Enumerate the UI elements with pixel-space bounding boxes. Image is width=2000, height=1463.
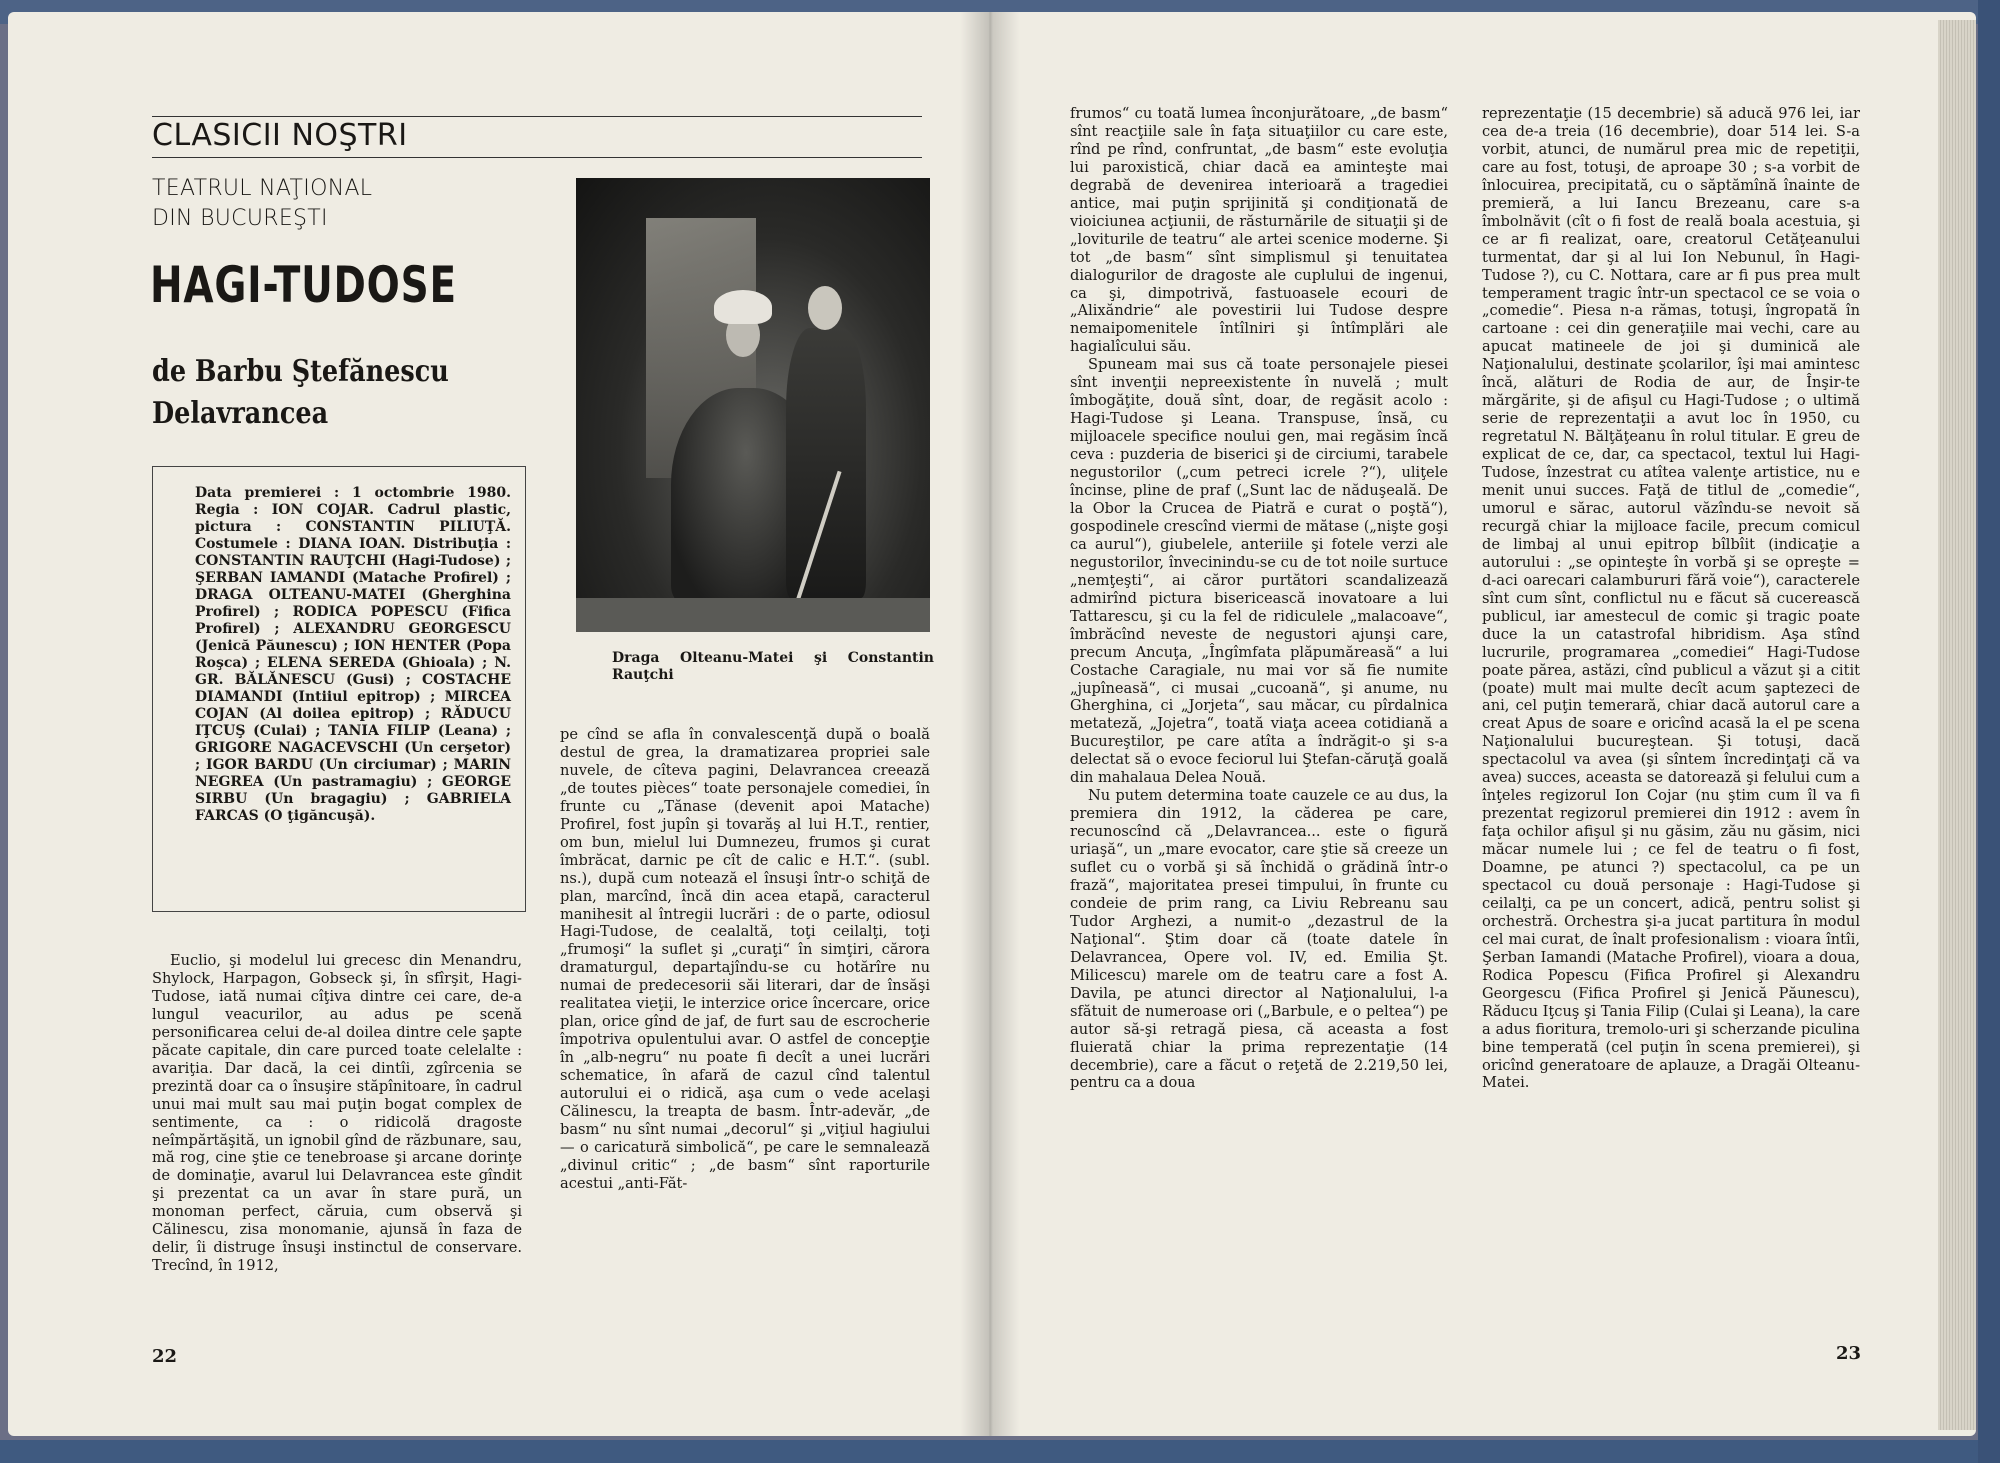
article-column-4 bbox=[1482, 105, 1860, 1390]
production-photo bbox=[576, 178, 930, 632]
article-column-3 bbox=[1070, 105, 1448, 1390]
column-1-text: Euclio, şi modelul lui grecesc din Menandru, Shylock, Harpagon, Gobseck şi, în sfîrşit, Hagi-Tudose, iată numai cîţiva dintre cei care, de-a lungul veacurilor, au adus pe scenă personificarea celui de-al doilea dintre cele şapte păcate capitale, din care purced toate celelalte : avariţia. Dar dacă, la cei dintîi, zgîrcenia se prezintă doar ca o însuşire stăpînitoare, în cadrul unui mai mult sau mai puţin bogat complex de sentimente, ca : o ridicolă dragoste neîmpărtăşită, un ignobil gînd de răzbunare, sau, mă rog, cine ştie ce tenebroase şi arcane dorinţe de dominaţie, avarul lui Delavrancea este gîndit şi prezentat ca un avar în stare pură, un monoman perfect, căruia, cum observă şi Călinescu, zisa monomanie, ajunsă în faza de delir, îi distruge însuşi instinctul de conservare. Trecînd, în 1912, bbox=[152, 952, 522, 1275]
credits-box bbox=[152, 466, 526, 912]
book-gutter bbox=[960, 12, 1020, 1436]
theatre-name-line1: TEATRUL NAŢIONAL bbox=[152, 176, 373, 201]
page-number-right: 23 bbox=[1836, 1343, 1862, 1364]
book-cover-bottom bbox=[0, 1440, 2000, 1463]
article-column-2 bbox=[560, 726, 930, 1386]
section-title: CLASICII NOŞTRI bbox=[152, 118, 408, 153]
photo-caption: Draga Olteanu-Matei şi Constantin Rauţchi bbox=[612, 650, 934, 683]
column-4-text: reprezentaţie (15 decembrie) să aducă 976 lei, iar cea de-a treia (16 decembrie), doar 514 lei. S-a vorbit, atunci, de numărul prea mic de repetiţii, care au fost, totuşi, de aproape 30 ; s-a vorbit de înlocuirea, precipitată, cu o săptămînă înainte de premieră, a lui Iancu Brezeanu, care s-a îmbolnăvit (cît o fi fost de reală boala acestuia, şi ce ar fi realizat, oare, creatorul Cetăţeanului turmentat, dar şi al lui Ion Nebunul, în Hagi-Tudose ?), cu C. Nottara, care ar fi pus prea mult temperament tragic într-un spectacol ce se voia o „comedie“. Piesa n-a rămas, totuşi, îngropată în cartoane : cei din generaţiile mai vechi, care au apucat matineele de joi şi duminică ale Naţionalului, destinate şcolarilor, îşi mai amintesc încă, alături de Rodia de aur, de Înşir-te mărgărite, şi de afişul cu Hagi-Tudose ; o ultimă serie de reprezentaţii a avut loc în 1950, cu regretatul N. Bălţăţeanu în rolul titular. E greu de explicat de ce, dar, ca spectacol, textul lui Hagi-Tudose, înzestrat cu atîtea valenţe artistice, nu e menit unui succes. Faţă de titlul de „comedie“, umorul e sărac, autorul văzîndu-se nevoit să recurgă chiar la mijloace facile, precum comicul de limbaj al unui epitrop bîlbîit (indicaţie a autorului : „se opinteşte în vorbă şi se opreşte = d-aci oarecari calambururi fără voie“), caracterele sînt cum sînt, conflictul nu e făcut să cucerească publicul, iar amestecul de comic şi tragic poate duce la un catastrofal hibridism. Aşa stînd lucrurile, programarea „comediei“ Hagi-Tudose poate părea, astăzi, cînd publicul a văzut şi a citit (poate) mult mai multe decît acum şaptezeci de ani, cel puţin temerară, chiar dacă autorul care a creat Apus de soare e oricînd acasă la el pe scena Naţionalului bucureştean. Şi totuşi, dacă spectacolul va avea (şi sîntem încredinţaţi că va avea) succes, aceasta se datorează şi felului cum a înţeles regizorul Ion Cojar (nu ştim cum îl va fi prezentat regizorul premierei din 1912 : avem în faţa ochilor afişul şi nu găsim, zău nu găsim, nici măcar numele lui ; ce fel de teatru o fi fost, Doamne, pe atunci ?) spectacolul, ca pe un spectacol cu două personaje : Hagi-Tudose şi ceilalţi, ca pe un concert, adică, pentru solist şi orchestră. Orchestra şi-a jucat partitura în modul cel mai curat, de înalt profesionalism : vioara întîi, Şerban Iamandi (Matache Profirel), vioara a doua, Rodica Popescu (Fifica Profirel şi Alexandru Georgescu (Fifica Profirel şi Jenică Păunescu), Răducu Iţcuş şi Tania Filip (Culai şi Leana), la care a adus fioritura, tremolo-uri şi scherzande piculina bine temperată (cel puţin în scena premierei), şi oricînd generatoare de aplauze, a Dragăi Olteanu-Matei. bbox=[1482, 105, 1860, 1092]
play-title: HAGI-TUDOSE bbox=[150, 256, 457, 314]
author-line2: Delavrancea bbox=[152, 396, 329, 431]
column-3-paragraph-2: Spuneam mai sus că toate personajele piesei sînt invenţii nepreexistente în nuvelă ; mult îmbogăţite, două sînt, doar, de regăsit acolo : Hagi-Tudose şi Leana. Transpuse, însă, cu mijloacele specifice noului gen, mai regăsim încă ceva : puzderia de biserici şi de circiumi, tarabele negustorilor („cum petreci icrele ?“), uliţele încinse, pline de praf („Sunt lac de năduşeală. De la Obor la Crucea de Piatră e curat o poştă“), gospodinele crescînd viermi de mătase („nişte goşi ca aurul“), giubelele, anteriile şi fotele verzi ale negustorilor, învecinindu-se cu de tot noile surtuce „nemţeşti“, ai căror purtători scandalizează admirînd pictura bisericească inovatoare a lui Tattarescu, şi cu la fel de ridiculele „malacoave“, îmbrăcînd neveste de negustori ajunşi care, precum Ancuţa, „Îngîmfata plăpumăreasă“ a lui Costache Caragiale, nu mai vor să fie numite „jupîneasă“, ci musai „cucoană“, şi anume, nu Gherghina, ci „Jorjeta“, sau măcar, cu pîrdalnica metateză, „Jojetra“, toată viaţa aceea cotidiană a Bucureştilor, pe care atîta a îndrăgit-o şi s-a delectat să o evoce feciorul lui Ştefan-căruţă goală din mahalaua Delea Nouă. bbox=[1070, 356, 1448, 787]
book-cover-right bbox=[1978, 0, 2000, 1463]
column-3-text: frumos“ cu toată lumea înconjurătoare, „de basm“ sînt reacţiile sale în faţa situaţiilor cu care este, rînd pe rînd, confruntat, „de basm“ este evoluţia lui paroxistică, chiar dacă ea aminteşte mai degrabă de devenirea interioară a tragediei antice, mai puţin sprijinită şi condiţionată de vioiciunea acţiunii, de răsturnările de situaţii şi de „loviturile de teatru“ ale artei scenice moderne. Şi tot „de basm“ sînt simplismul şi tenuitatea dialogurilor de dragoste ale cuplului de ingenui, ca şi, dimpotrivă, fastuoasele ecouri de „Alixăndrie“ ale povestirii lui Tudose despre nemaipomenitele întîlniri şi întîmplări ale hagialîcului său. bbox=[1070, 105, 1448, 356]
header-rule-top bbox=[152, 116, 922, 117]
author-line1: de Barbu Ştefănescu bbox=[152, 354, 449, 389]
header-rule-bottom bbox=[152, 157, 922, 158]
column-3-paragraph-3: Nu putem determina toate cauzele ce au dus, la premiera din 1912, la căderea pe care, recunoscînd că „Delavrancea... este o figură uriaşă“, un „mare evocator, care ştie să creeze un suflet cu o vorbă şi să închidă o grădină într-o frază“, majoritatea presei timpului, în frunte cu condeie de prim rang, ca Liviu Rebreanu sau Tudor Arghezi, a numit-o „dezastrul de la Naţional“. Ştim doar că (toate datele în Delavrancea, Opere vol. IV, ed. Emilia Şt. Milicescu) marele om de teatru care a fost A. Davila, pe atunci director al Naţionalului, l-a sfătuit de numeroase ori („Barbule, e o peltea“) pe autor să-şi retragă piesa, că aceasta a fost fluierată chiar la prima reprezentaţie (14 decembrie), care a făcut o reţetă de 2.219,50 lei, pentru ca a doua bbox=[1070, 787, 1448, 1092]
theatre-name-line2: DIN BUCUREŞTI bbox=[152, 206, 328, 231]
article-column-1 bbox=[152, 952, 522, 1392]
page-edges bbox=[1938, 20, 1976, 1430]
column-2-text: pe cînd se afla în convalescenţă după o boală destul de grea, la dramatizarea propriei sale nuvele, de cîteva pagini, Delavrancea creează „de toutes pièces“ toate personajele comediei, în frunte cu „Tănase (devenit apoi Matache) Profirel, fost jupîn şi tovarăş al lui H.T., rentier, om bun, mielul lui Dumnezeu, frumos şi curat îmbrăcat, darnic pe cît de calic e H.T.“. (subl. ns.), după cum notează el însuşi într-o schiţă de plan, marcînd, încă din acea etapă, caracterul manihesit al întregii lucrări : de o parte, odiosul Hagi-Tudose, de cealaltă, toţi ceilalţi, toţi „frumoşi“ la suflet şi „curaţi“ în simţiri, cărora dramaturgul, departajîndu-se cu hotărîre nu numai de predecesorii săi literari, dar de însăşi realitatea vieţii, le interzice orice încercare, orice plan, orice gînd de jaf, de furt sau de escrocherie împotriva opulentului avar. O astfel de concepţie în „alb-negru“ nu poate fi decît a unei lucrări schematice, în afară de cazul cînd talentul autorului ei o ridică, aşa cum o vede acelaşi Călinescu, la treapta de basm. Într-adevăr, „de basm“ nu sînt numai „decorul“ şi „viţiul hagiului — o caricatură simbolică“, pe care le semnalează „divinul critic“ ; „de basm“ sînt raporturile acestui „anti-Făt- bbox=[560, 726, 930, 1192]
credits-text: Data premierei : 1 octombrie 1980. Regia : ION COJAR. Cadrul plastic, pictura : CONSTANTIN PILIUŢĂ. Costumele : DIANA IOAN. Distribuţia : CONSTANTIN RAUŢCHI (Hagi-Tudose) ; ŞERBAN IAMANDI (Matache Profirel) ; DRAGA OLTEANU-MATEI (Gherghina Profirel) ; RODICA POPESCU (Fifica Profirel) ; ALEXANDRU GEORGESCU (Jenică Păunescu) ; ION HENTER (Popa Roşca) ; ELENA SEREDA (Ghioala) ; N. GR. BĂLĂNESCU (Gusi) ; COSTACHE DIAMANDI (Intiiul epitrop) ; MIRCEA COJAN (Al doilea epitrop) ; RĂDUCU IŢCUŞ (Culai) ; TANIA FILIP (Leana) ; GRIGORE NAGACEVSCHI (Un cerşetor) ; IGOR BARDU (Un circiumar) ; MARIN NEGREA (Un pastramagiu) ; GEORGE SIRBU (Un bragagiu) ; GABRIELA FARCAS (O ţigăncuşă). bbox=[195, 485, 511, 824]
page-number-left: 22 bbox=[152, 1346, 178, 1367]
